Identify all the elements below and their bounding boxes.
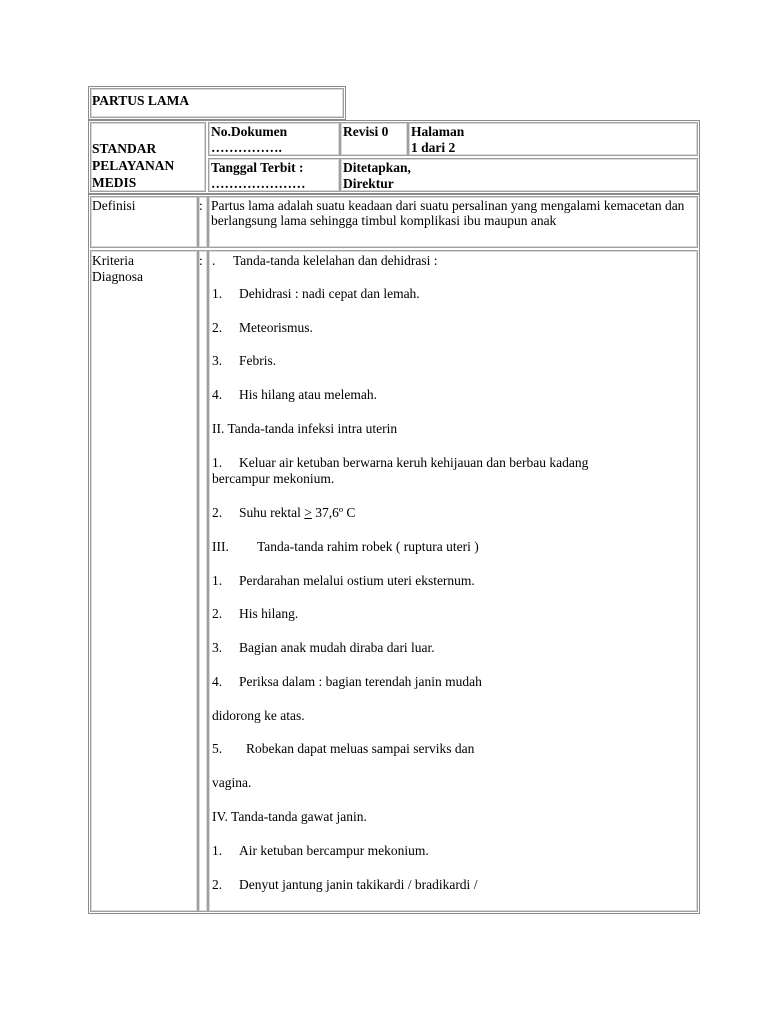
list-item: didorong ke atas. [212,708,305,723]
list-item: 1. Keluar air ketuban berwarna keruh kehijauan dan berbau kadang [212,455,589,470]
ditetapkan-line-1: Ditetapkan, [343,160,411,175]
kriteria-colon: : [199,253,203,268]
definisi-colon: : [199,198,203,213]
list-item: 5. Robekan dapat meluas sampai serviks dan [212,741,475,756]
revisi-label: Revisi 0 [343,124,389,139]
list-item: . Tanda-tanda kelelahan dan dehidrasi : [212,253,438,268]
list-item: 1. Perdarahan melalui ostium uteri eksternum. [212,573,475,588]
kriteria-label-1: Kriteria [92,253,134,268]
list-item: III. Tanda-tanda rahim robek ( ruptura uteri ) [212,539,479,554]
standar-line-3: MEDIS [92,175,137,190]
list-item: 3. Bagian anak mudah diraba dari luar. [212,640,435,655]
list-item: 2. His hilang. [212,606,299,621]
list-item: bercampur mekonium. [212,471,335,486]
standar-line-1: STANDAR [92,141,157,156]
ditetapkan-line-2: Direktur [343,176,394,191]
halaman-value: 1 dari 2 [411,140,456,155]
tanggal-label: Tanggal Terbit : [211,160,304,175]
definisi-label: Definisi [92,198,136,213]
kriteria-label-cell [90,250,198,912]
document-title: PARTUS LAMA [92,93,190,108]
halaman-label: Halaman [411,124,465,139]
list-item: 4. Periksa dalam : bagian terendah janin mudah [212,674,482,689]
kriteria-label-2: Diagnosa [92,269,143,284]
list-item: 1. Air ketuban bercampur mekonium. [212,843,429,858]
no-dokumen-dots: ……………. [211,140,282,155]
list-item: IV. Tanda-tanda gawat janin. [212,809,367,824]
standar-line-2: PELAYANAN [92,158,175,173]
kriteria-colon-cell [198,250,208,912]
list-item: 2. Denyut jantung janin takikardi / bradikardi / [212,877,478,892]
list-item: 2. Meteorismus. [212,320,313,335]
list-item: vagina. [212,775,252,790]
list-item: 3. Febris. [212,353,277,368]
list-item: 1. Dehidrasi : nadi cepat dan lemah. [212,286,420,301]
definisi-text: Partus lama adalah suatu keadaan dari suatu persalinan yang mengalami kemacetan dan berlangsung lama sehingga timbul komplikasi ibu maupun anak [211,198,685,228]
tanggal-dots: ………………… [211,176,306,191]
list-item: II. Tanda-tanda infeksi intra uterin [212,421,398,436]
no-dokumen-label: No.Dokumen [211,124,288,139]
list-item: 4. His hilang atau melemah. [212,387,377,402]
list-item: 2. Suhu rektal > 37,6º C [212,505,356,520]
